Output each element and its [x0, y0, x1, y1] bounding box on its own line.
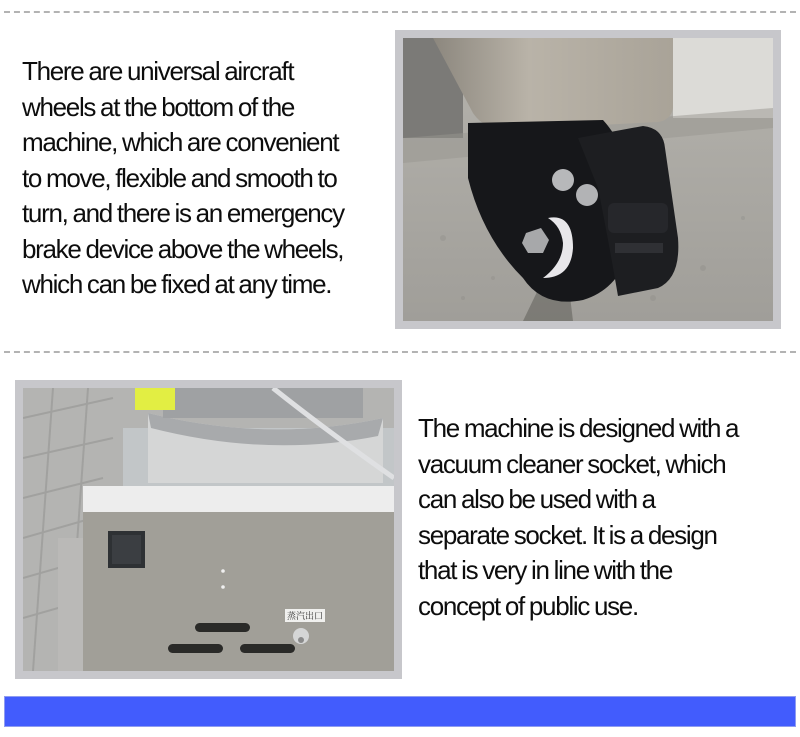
- text-line: There are universal aircraft: [22, 56, 294, 86]
- text-line: separate socket. It is a design: [418, 519, 717, 550]
- svg-text:蒸汽出口: 蒸汽出口: [286, 612, 324, 622]
- text-line: brake device above the wheels,: [22, 233, 344, 264]
- text-line: The machine is designed with a: [418, 413, 739, 443]
- text-line: can also be used with a: [418, 484, 655, 514]
- text-line: turn, and there is an emergency: [22, 198, 344, 228]
- footer-blue-bar: [5, 697, 795, 726]
- wheels-description: [22, 54, 344, 303]
- separator-top: [4, 11, 796, 13]
- caster-wheel-photo: [395, 30, 781, 329]
- text-line: to move, flexible and smooth to: [22, 162, 337, 193]
- text-line: vacuum cleaner socket, which: [418, 448, 726, 479]
- text-line: concept of public use.: [418, 590, 638, 621]
- socket-description: [418, 411, 738, 624]
- text-line: that is very in line with the: [418, 555, 672, 585]
- text-line: wheels at the bottom of the: [22, 91, 295, 122]
- caster-wheel-image: [403, 38, 773, 321]
- separator-middle: [4, 351, 796, 353]
- machine-socket-photo: [15, 380, 402, 679]
- machine-socket-image: [23, 388, 394, 671]
- text-line: machine, which are convenient: [22, 127, 339, 157]
- text-line: which can be fixed at any time.: [22, 269, 332, 299]
